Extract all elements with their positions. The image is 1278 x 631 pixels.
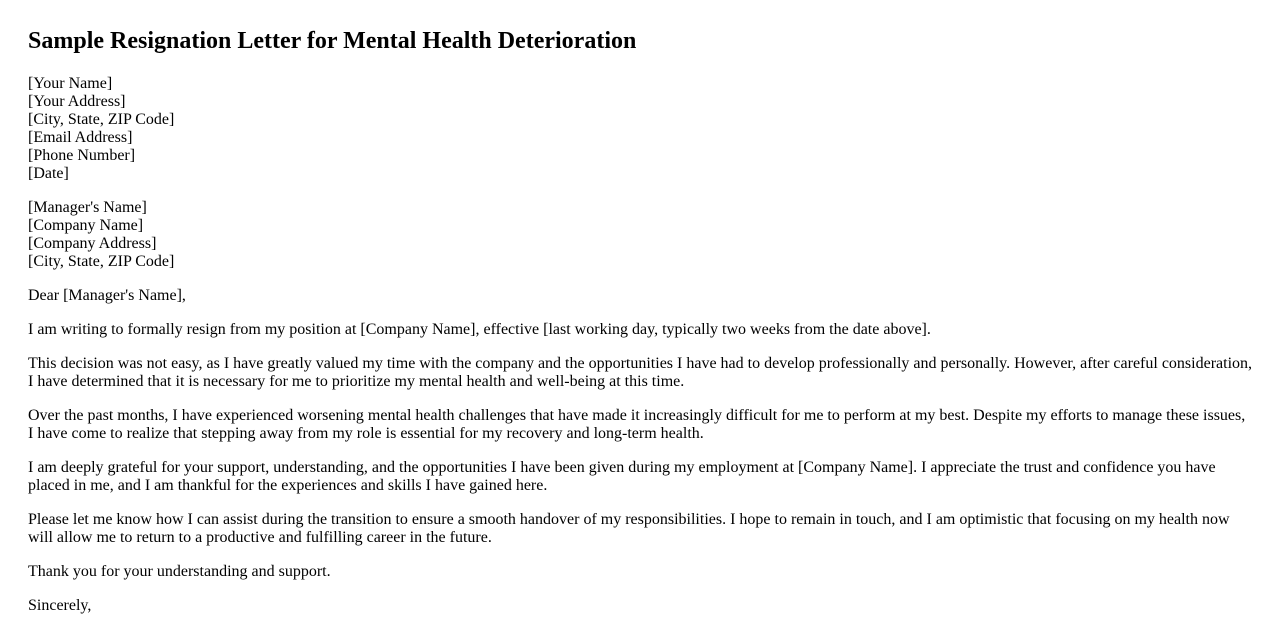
sender-block [28,75,1253,183]
paragraph-thanks: Thank you for your understanding and support. [28,563,331,580]
paragraph-resignation-notice: I am writing to formally resign from my position at [Company Name], effective [last working day, typically two weeks from the date above]. [28,321,931,338]
paragraph-gratitude: I am deeply grateful for your support, understanding, and the opportunities I have been given during my employment at [Company Name]. I appreciate the trust and confidence you have placed in me, and I am thankful for the experiences and skills I have gained here. [28,459,1216,494]
sender-name: [Your Name] [28,75,113,92]
sender-city-state-zip: [City, State, ZIP Code] [28,111,175,128]
salutation: Dear [Manager's Name], [28,287,186,304]
paragraph-health-challenges: Over the past months, I have experienced worsening mental health challenges that have made it increasingly difficult for me to perform at my best. Despite my efforts to manage these issues, I have come to realize that stepping away from my role is essential for my recovery and long-term health. [28,407,1246,442]
paragraph-decision: This decision was not easy, as I have greatly valued my time with the company and the opportunities I have had to develop professionally and personally. However, after careful consideration, I have determined that it is necessary for me to prioritize my mental health and well-being at this time. [28,355,1253,390]
letter-title: Sample Resignation Letter for Mental Health Deterioration [28,28,637,54]
closing: Sincerely, [28,597,92,614]
sender-address: [Your Address] [28,93,126,110]
letter-document [28,0,1253,631]
sender-date: [Date] [28,165,69,182]
recipient-company-name: [Company Name] [28,217,144,234]
sender-email: [Email Address] [28,129,133,146]
sender-phone: [Phone Number] [28,147,136,164]
recipient-manager-name: [Manager's Name] [28,199,147,216]
recipient-block [28,199,1253,271]
recipient-company-address: [Company Address] [28,235,157,252]
recipient-city-state-zip: [City, State, ZIP Code] [28,253,175,270]
paragraph-transition: Please let me know how I can assist during the transition to ensure a smooth handover of my responsibilities. I hope to remain in touch, and I am optimistic that focusing on my health now will allow me to return to a productive and fulfilling career in the future. [28,511,1230,546]
